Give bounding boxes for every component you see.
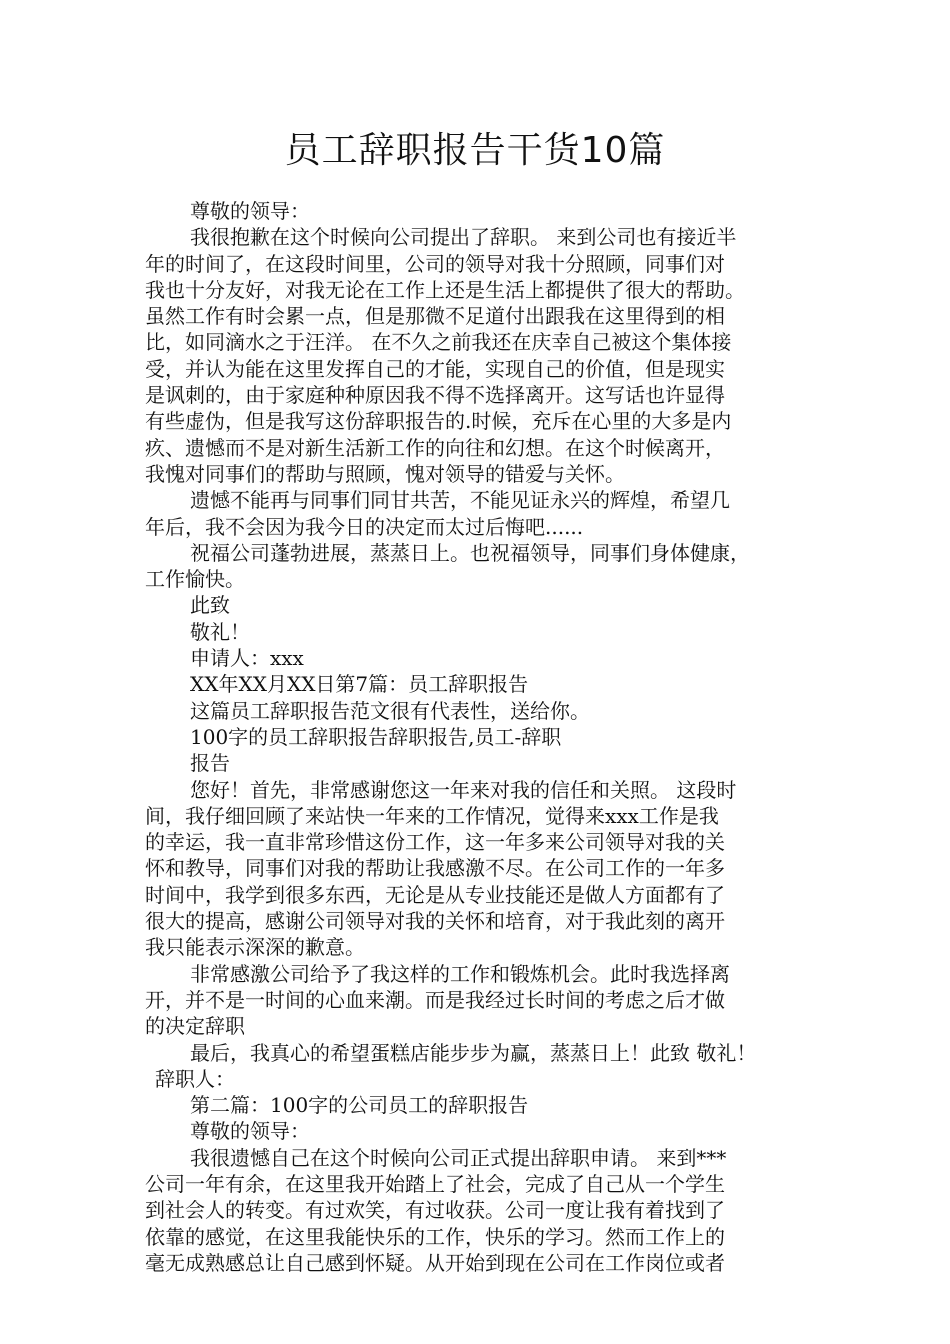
salutation: 尊敬的领导： [190,199,310,223]
paragraph-line: 的决定辞职 [145,1014,245,1039]
paragraph-line: 我只能表示深深的歉意。 [145,935,365,960]
paragraph-line: 我愧对同事们的帮助与照顾，愧对领导的错爱与关怀。 [145,461,625,486]
paragraph-line: 您好！首先，非常感谢您这一年来对我的信任和关照。 这段时 [190,777,737,802]
paragraph-line: 间，我仔细回顾了来站快一年来的工作情况，觉得来xxx工作是我 [145,803,719,828]
paragraph-line: 公司一年有余，在这里我开始踏上了社会，完成了自己从一个学生 [145,1171,725,1196]
paragraph-line: 虽然工作有时会累一点，但是那微不足道付出跟我在这里得到的相 [145,304,725,329]
paragraph-line: 怀和教导，同事们对我的帮助让我感激不尽。在公司工作的一年多 [145,856,725,881]
paragraph-line: 很大的提高，感谢公司领导对我的关怀和培育，对于我此刻的离开 [145,909,725,934]
signature-line: 申请人：xxx [190,646,304,671]
paragraph-line: 有些虚伪，但是我写这份辞职报告的.时候，充斥在心里的大多是内 [145,409,732,434]
paragraph-line: 遗憾不能再与同事们同甘共苦，不能见证永兴的辉煌，希望几 [190,488,730,513]
paragraph-line: 是讽刺的，由于家庭种种原因我不得不选择离开。这写话也许显得 [145,383,725,408]
paragraph-line: 祝福公司蓬勃进展，蒸蒸日上。也祝福领导，同事们身体健康， [190,540,750,565]
salutation: 尊敬的领导： [190,1119,310,1144]
paragraph-line: 工作愉快。 [145,567,245,592]
document-title: 员工辞职报告干货10篇 [284,130,666,171]
paragraph-line: 我很遗憾自己在这个时候向公司正式提出辞职申请。 来到*** [190,1145,727,1170]
section-heading: 报告 [190,751,230,776]
signature-line: 辞职人： [155,1066,235,1091]
paragraph-line: 的幸运，我一直非常珍惜这份工作，这一年多来公司领导对我的关 [145,830,725,855]
paragraph-line: 这篇员工辞职报告范文很有代表性，送给你。 [190,698,590,723]
paragraph-line: 毫无成熟感总让自己感到怀疑。从开始到现在公司在工作岗位或者 [145,1250,725,1275]
section-heading: 100字的员工辞职报告辞职报告,员工-辞职 [190,724,562,749]
paragraph-line: 开，并不是一时间的心血来潮。而是我经过长时间的考虑之后才做 [145,987,725,1012]
closing-line: 敬礼！ [190,619,250,644]
paragraph-line: 受，并认为能在这里发挥自己的才能，实现自己的价值，但是现实 [145,356,725,381]
paragraph-line: 非常感激公司给予了我这样的工作和锻炼机会。此时我选择离 [190,961,730,986]
closing-line: 此致 [190,593,230,618]
section-heading: 第二篇：100字的公司员工的辞职报告 [190,1093,529,1118]
document-body [145,198,825,1276]
paragraph-line: 到社会人的转变。有过欢笑，有过收获。公司一度让我有着找到了 [145,1198,725,1223]
date-line: XX年XX月XX日第7篇：员工辞职报告 [190,672,529,697]
paragraph-line: 年后，我不会因为我今日的决定而太过后悔吧...... [145,514,584,539]
paragraph-line: 我也十分友好，对我无论在工作上还是生活上都提供了很大的帮助。 [145,277,745,302]
paragraph-line: 时间中，我学到很多东西，无论是从专业技能还是做人方面都有了 [145,882,725,907]
paragraph-line: 依靠的感觉，在这里我能快乐的工作，快乐的学习。然而工作上的 [145,1224,725,1249]
paragraph-line: 疚、遗憾而不是对新生活新工作的向往和幻想。在这个时候离开， [145,435,725,460]
paragraph-line: 我很抱歉在这个时候向公司提出了辞职。 来到公司也有接近半 [190,225,737,250]
paragraph-line: 最后，我真心的希望蛋糕店能步步为赢，蒸蒸日上！此致 敬礼！ [190,1040,757,1065]
paragraph-line: 年的时间了，在这段时间里，公司的领导对我十分照顾，同事们对 [145,251,725,276]
paragraph-line: 比，如同滴水之于汪洋。 在不久之前我还在庆幸自己被这个集体接 [145,330,732,355]
